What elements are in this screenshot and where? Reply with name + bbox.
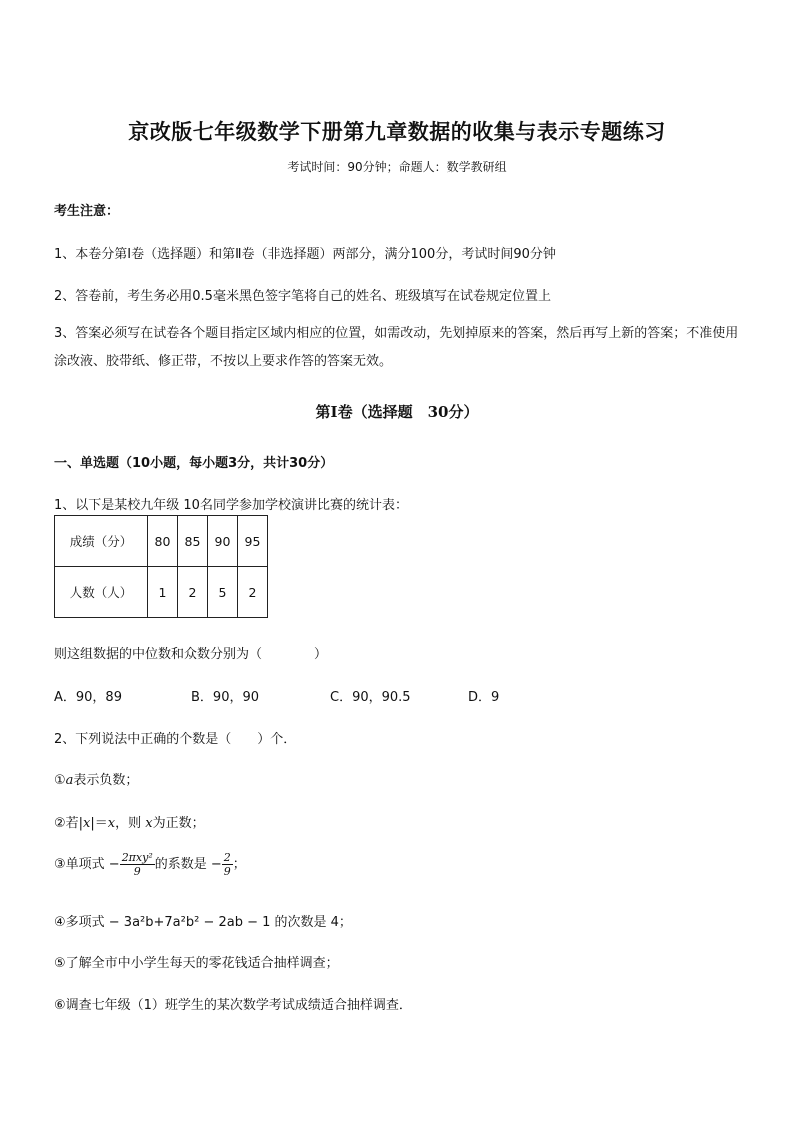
statement-1	[54, 769, 138, 788]
statement-4: ④多项式 − 3a²b+7a²b² − 2ab − 1 的次数是 4；	[54, 915, 352, 930]
notice-item-3: 3、答案必须写在试卷各个题目指定区域内相应的位置，如需改动，先划掉原来的答案，然后再写上新的答案；不准使用涂改液、胶带纸、修正带，不按以上要求作答的答案无效。	[54, 326, 739, 369]
fraction-numerator: 2πxy²	[121, 851, 153, 864]
statement-text: 表示负数；	[73, 773, 139, 788]
notice-item-1: 1、本卷分第Ⅰ卷（选择题）和第Ⅱ卷（非选择题）两部分，满分100分，考试时间90分钟	[54, 247, 556, 262]
score-table	[54, 515, 268, 618]
table-row	[55, 567, 268, 618]
notice-item-2: 2、答卷前，考生务必用0.5毫米黑色签字笔将自己的姓名、班级填写在试卷规定位置上	[54, 289, 551, 304]
exam-subtitle: 考试时间：90分钟；命题人：数学教研组	[287, 160, 507, 174]
table-row	[55, 516, 268, 567]
fraction	[222, 851, 233, 878]
option-a: A．90，89	[54, 690, 122, 705]
statement-2	[54, 812, 205, 831]
question-1-stem: 1、以下是某校九年级 10名同学参加学校演讲比赛的统计表：	[54, 498, 408, 513]
math-variable: x	[107, 816, 116, 831]
table-cell: 5	[208, 567, 238, 618]
math-variable: x	[83, 816, 91, 831]
statement-text: ②若|	[54, 816, 84, 831]
section-title: 第Ⅰ卷（选择题 30分）	[315, 403, 479, 421]
table-header-score: 成绩（分）	[55, 516, 148, 567]
statement-text: 的系数是 −	[154, 857, 222, 872]
statement-text: ，则	[115, 816, 146, 831]
statement-text: |＝	[90, 816, 108, 831]
question-2-stem: 2、下列说法中正确的个数是（ ）个．	[54, 732, 297, 747]
math-variable: x	[145, 816, 153, 831]
fraction-numerator: 2	[223, 851, 231, 864]
fraction-denominator: 9	[133, 865, 141, 878]
table-cell: 95	[238, 516, 268, 567]
table-cell: 2	[178, 567, 208, 618]
question-1-ask: 则这组数据的中位数和众数分别为（ ）	[54, 647, 328, 662]
table-cell: 90	[208, 516, 238, 567]
fraction-denominator: 9	[223, 865, 231, 878]
option-c: C．90，90.5	[330, 690, 411, 705]
option-b: B．90，90	[191, 690, 260, 705]
table-cell: 85	[178, 516, 208, 567]
table-cell: 1	[148, 567, 178, 618]
statement-3	[54, 850, 246, 880]
option-d: D．9	[468, 690, 500, 705]
statement-5: ⑤了解全市中小学生每天的零花钱适合抽样调查；	[54, 956, 339, 971]
fraction	[120, 851, 155, 878]
math-variable: a	[65, 773, 74, 788]
notice-heading: 考生注意：	[54, 204, 120, 219]
statement-text: ；	[232, 857, 246, 872]
statement-text: ③单项式 −	[54, 857, 120, 872]
page-title: 京改版七年级数学下册第九章数据的收集与表示专题练习	[128, 119, 666, 144]
statement-6: ⑥调查七年级（1）班学生的某次数学考试成绩适合抽样调查．	[54, 998, 412, 1013]
part-heading: 一、单选题（10小题，每小题3分，共计30分）	[54, 456, 334, 471]
statement-number: ①	[54, 773, 66, 788]
table-cell: 80	[148, 516, 178, 567]
statement-text: 为正数；	[152, 816, 205, 831]
table-cell: 2	[238, 567, 268, 618]
table-header-count: 人数（人）	[55, 567, 148, 618]
